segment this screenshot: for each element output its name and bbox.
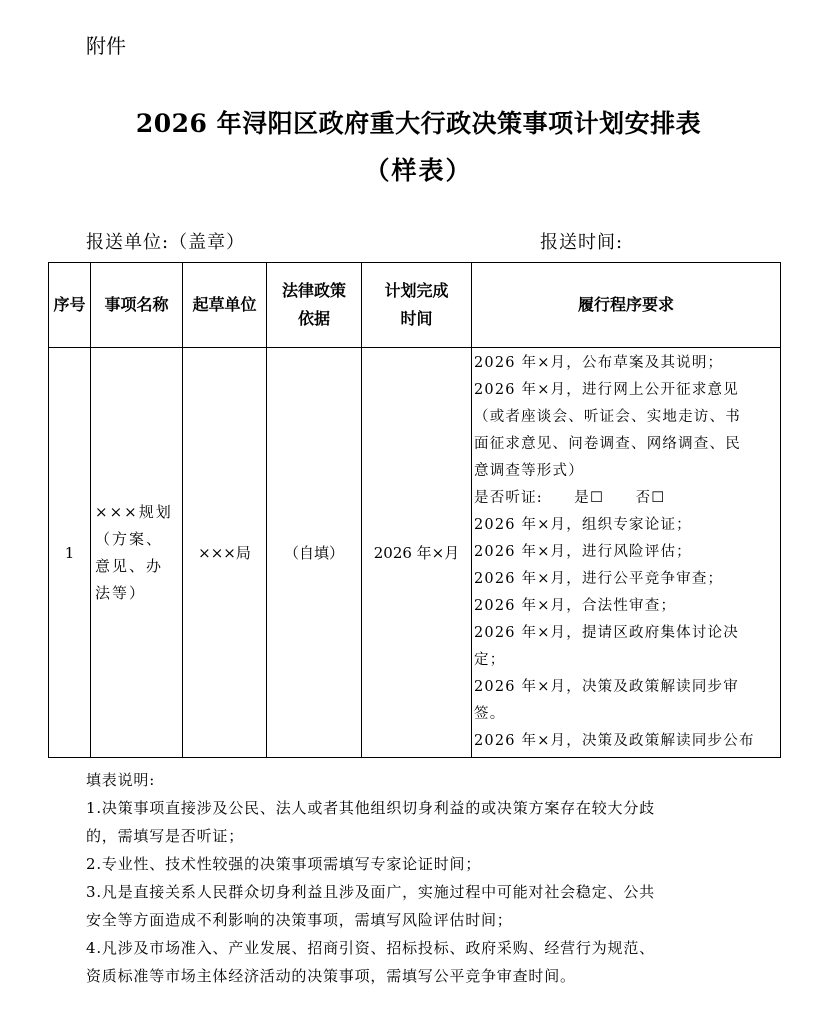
date-label: 报送时间:: [540, 232, 624, 253]
cell-steps: [472, 348, 781, 758]
step-line: 意调查等形式）: [474, 463, 584, 479]
column-header-steps: 履行程序要求: [472, 263, 781, 348]
attachment-label: 附件: [86, 34, 126, 58]
column-header-name: 事项名称: [91, 263, 183, 348]
step-line: 定；: [474, 652, 506, 668]
step-line: （或者座谈会、听证会、实地走访、书: [474, 409, 741, 425]
submitter-label: 报送单位:（盖章）: [86, 232, 246, 253]
step-line: 签。: [474, 706, 506, 722]
column-header-time: [362, 263, 472, 348]
note-line: 2.专业性、技术性较强的决策事项需填写专家论证时间；: [86, 855, 482, 873]
cell-basis: （自填）: [267, 348, 362, 758]
cell-time: 2026 年×月: [362, 348, 472, 758]
step-line: 2026 年×月，进行公平竞争审查；: [474, 571, 724, 587]
column-header-basis-line1: 法律政策: [281, 281, 346, 300]
plan-table: [48, 262, 781, 758]
note-line: 3.凡是直接关系人民群众切身利益且涉及面广，实施过程中可能对社会稳定、公共: [86, 883, 655, 901]
column-header-time-line1: 计划完成: [384, 281, 449, 300]
page-subtitle: （样表）: [364, 156, 473, 185]
step-line: 面征求意见、问卷调查、网络调查、民: [474, 436, 741, 452]
cell-drafter: ×××局: [183, 348, 267, 758]
step-line: 2026 年×月，决策及政策解读同步公布: [474, 733, 755, 749]
step-line: 2026 年×月，合法性审查；: [474, 598, 677, 614]
column-header-index: 序号: [49, 263, 91, 348]
page-title: 2026 年浔阳区政府重大行政决策事项计划安排表: [135, 109, 702, 138]
step-line: 2026 年×月，提请区政府集体讨论决: [474, 625, 739, 641]
table-row: [49, 348, 781, 758]
step-line: 2026 年×月，公布草案及其说明；: [474, 355, 724, 371]
cell-index: 1: [49, 348, 91, 758]
column-header-basis-line2: 依据: [297, 309, 330, 328]
step-line: 2026 年×月，组织专家论证；: [474, 517, 692, 533]
column-header-basis: [267, 263, 362, 348]
step-line: 2026 年×月，进行风险评估；: [474, 544, 692, 560]
step-line: 是否听证: 是☐ 否☐: [474, 490, 666, 506]
note-line: 1.决策事项直接涉及公民、法人或者其他组织切身利益的或决策方案存在较大分歧: [86, 799, 655, 817]
notes-section: [86, 766, 766, 990]
table-header-row: [49, 263, 781, 348]
note-line: 资质标准等市场主体经济活动的决策事项，需填写公平竞争审查时间。: [86, 967, 576, 985]
note-line: 安全等方面造成不利影响的决策事项，需填写风险评估时间；: [86, 911, 513, 929]
note-line: 的，需填写是否听证；: [86, 827, 245, 845]
note-line: 4.凡涉及市场准入、产业发展、招商引资、招标投标、政府采购、经营行为规范、: [86, 939, 655, 957]
column-header-drafter: 起草单位: [183, 263, 267, 348]
notes-heading: 填表说明:: [86, 771, 156, 789]
column-header-time-line2: 时间: [400, 309, 433, 328]
step-line: 2026 年×月，决策及政策解读同步审: [474, 679, 739, 695]
step-line: 2026 年×月，进行网上公开征求意见: [474, 382, 739, 398]
cell-name: ×××规划（方案、意见、办法等）: [91, 348, 183, 758]
